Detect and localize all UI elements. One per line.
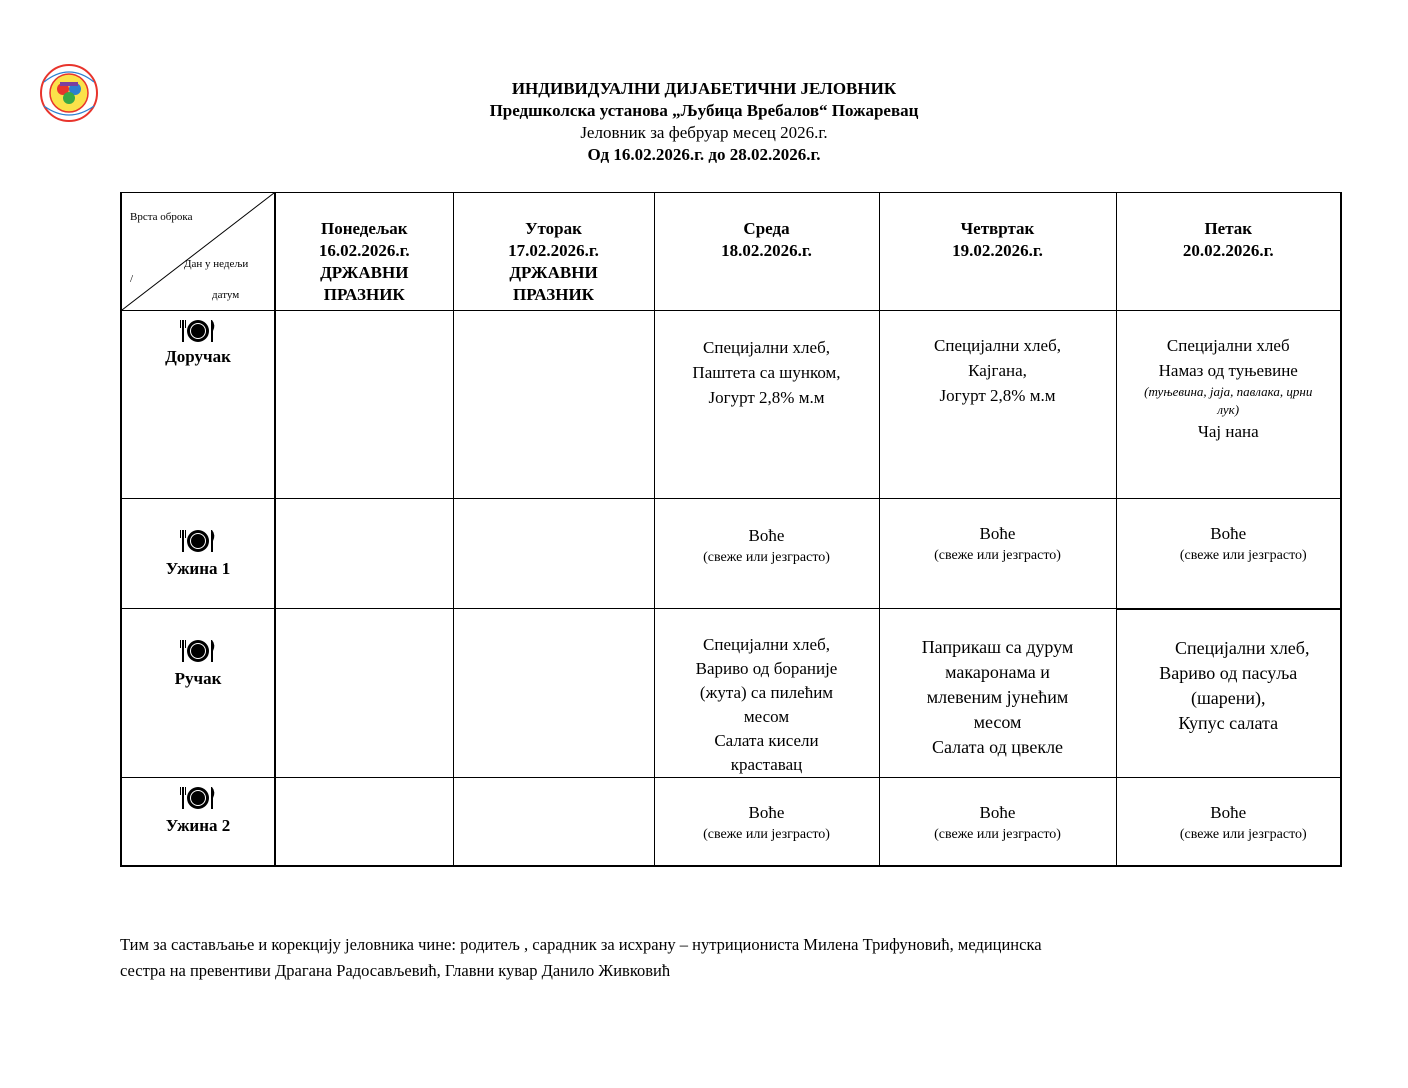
- menu-line: Паприкаш са дурум: [921, 637, 1074, 657]
- day-name: Четвртак: [960, 219, 1035, 238]
- fruit-note: (свеже или језграсто): [1179, 827, 1307, 842]
- day-date: 20.02.2026.г.: [1182, 241, 1274, 260]
- date-range: Од 16.02.2026.г. до 28.02.2026.г.: [587, 145, 821, 164]
- menu-line: (жута) са пилећим: [699, 683, 834, 702]
- menu-line: Салата од цвекле: [931, 737, 1064, 757]
- lunch-wednesday: [654, 609, 879, 778]
- snack1-wednesday: [654, 499, 879, 609]
- lunch-monday: [275, 609, 453, 778]
- footer-line: Тим за састављање и корекцију јеловника чине: родитељ , сарадник за исхрану – нутриционистa Милена Трифуновић, медицинска: [120, 935, 1042, 954]
- document-header: [0, 78, 1408, 166]
- breakfast-thursday: [879, 311, 1116, 499]
- snack2-tuesday: [453, 778, 654, 866]
- menu-line: Специјални хлеб,: [703, 635, 830, 654]
- meal-name: Ручак: [174, 669, 222, 688]
- breakfast-wednesday: [654, 311, 879, 499]
- corner-meal-type: Врста оброка: [130, 211, 193, 223]
- meal-label-snack1: [121, 499, 275, 609]
- menu-line: Специјални хлеб: [1166, 336, 1290, 355]
- meal-name: Доручак: [165, 347, 231, 366]
- breakfast-friday: [1116, 311, 1341, 499]
- snack1-friday: [1116, 499, 1341, 609]
- menu-line: краставац: [730, 755, 803, 774]
- breakfast-tuesday: [453, 311, 654, 499]
- meal-name: Ужина 2: [165, 816, 231, 835]
- day-name: Среда: [743, 219, 790, 238]
- menu-line: Кајгана,: [968, 361, 1027, 380]
- snack1-tuesday: [453, 499, 654, 609]
- menu-line: Воће: [748, 526, 785, 545]
- menu-line: Чај нана: [1197, 422, 1259, 441]
- plate-cutlery-icon: [179, 784, 217, 812]
- menu-line: Воће: [748, 803, 785, 822]
- meal-label-lunch: [121, 609, 275, 778]
- menu-line: Воће: [1210, 803, 1247, 822]
- menu-line: (шарени),: [1190, 687, 1266, 708]
- institution-name: Предшколска установа „Љубица Вребалов“ Пожаревац: [489, 101, 919, 120]
- day-date: 18.02.2026.г.: [721, 241, 812, 260]
- corner-date: датум: [212, 289, 240, 301]
- fruit-note: (свеже или језграсто): [703, 827, 830, 842]
- menu-line: Купус салата: [1178, 712, 1279, 733]
- corner-cell: [121, 193, 275, 311]
- day-header-tuesday: [453, 193, 654, 311]
- snack2-wednesday: [654, 778, 879, 866]
- day-header-thursday: [879, 193, 1116, 311]
- fruit-note: (свеже или језграсто): [934, 827, 1061, 842]
- menu-line: Воће: [979, 524, 1016, 543]
- lunch-thursday: [879, 609, 1116, 778]
- snack1-monday: [275, 499, 453, 609]
- menu-line: Воће: [979, 803, 1016, 822]
- menu-month: Јеловник за фебруар месец 2026.г.: [580, 123, 828, 142]
- day-header-wednesday: [654, 193, 879, 311]
- holiday-label: ПРАЗНИК: [323, 285, 405, 304]
- snack2-monday: [275, 778, 453, 866]
- corner-slash: /: [130, 273, 134, 285]
- meal-name: Ужина 1: [165, 559, 231, 578]
- snack2-thursday: [879, 778, 1116, 866]
- footer-line: сестра на превентиви Драгана Радосављевић, Главни кувар Данило Живковић: [120, 961, 671, 980]
- lunch-tuesday: [453, 609, 654, 778]
- menu-line: Намаз од туњевине: [1158, 361, 1298, 380]
- snack2-friday: [1116, 778, 1341, 866]
- menu-line: Салата кисели: [714, 731, 819, 750]
- menu-table: [120, 192, 1342, 867]
- meal-label-snack2: [121, 778, 275, 866]
- lunch-friday: [1116, 609, 1341, 778]
- fruit-note: (свеже или језграсто): [703, 550, 830, 565]
- snack1-thursday: [879, 499, 1116, 609]
- fruit-note: (свеже или језграсто): [934, 548, 1061, 563]
- holiday-label: ПРАЗНИК: [512, 285, 595, 304]
- breakfast-monday: [275, 311, 453, 499]
- menu-line: Вариво од пасуља: [1159, 662, 1298, 683]
- plate-cutlery-icon: [179, 317, 217, 345]
- day-date: 19.02.2026.г.: [952, 241, 1043, 260]
- menu-line: млевеним јунећим: [926, 687, 1069, 707]
- menu-line: Паштета са шунком,: [692, 363, 841, 382]
- menu-line: месом: [743, 707, 790, 726]
- day-header-monday: [275, 193, 453, 311]
- menu-line: Вариво од бораније: [695, 659, 838, 678]
- day-date: 16.02.2026.г.: [318, 241, 410, 260]
- ingredients-note: (туњевина, јаја, павлака, црни лук): [1144, 384, 1313, 417]
- day-name: Петак: [1204, 219, 1253, 238]
- holiday-label: ДРЖАВНИ: [509, 263, 598, 282]
- corner-weekday: Дан у недељи: [184, 258, 249, 270]
- day-name: Понедељак: [320, 219, 408, 238]
- menu-line: макаронама и: [945, 662, 1050, 682]
- document-title: ИНДИВИДУАЛНИ ДИЈАБЕТИЧНИ ЈЕЛОВНИК: [511, 79, 897, 98]
- day-header-friday: [1116, 193, 1341, 311]
- plate-cutlery-icon: [179, 527, 217, 555]
- menu-line: месом: [973, 712, 1022, 732]
- menu-line: Јогурт 2,8% м.м: [708, 388, 825, 407]
- day-date: 17.02.2026.г.: [508, 241, 599, 260]
- menu-line: Специјални хлеб,: [1175, 637, 1310, 658]
- plate-cutlery-icon: [179, 637, 217, 665]
- fruit-note: (свеже или језграсто): [1179, 548, 1307, 563]
- day-name: Уторак: [525, 219, 582, 238]
- menu-line: Воће: [1210, 524, 1247, 543]
- holiday-label: ДРЖАВНИ: [320, 263, 409, 282]
- team-footer: [120, 932, 1300, 984]
- menu-line: Јогурт 2,8% м.м: [939, 386, 1056, 405]
- menu-line: Специјални хлеб,: [934, 336, 1061, 355]
- menu-line: Специјални хлеб,: [703, 338, 830, 357]
- meal-label-breakfast: [121, 311, 275, 499]
